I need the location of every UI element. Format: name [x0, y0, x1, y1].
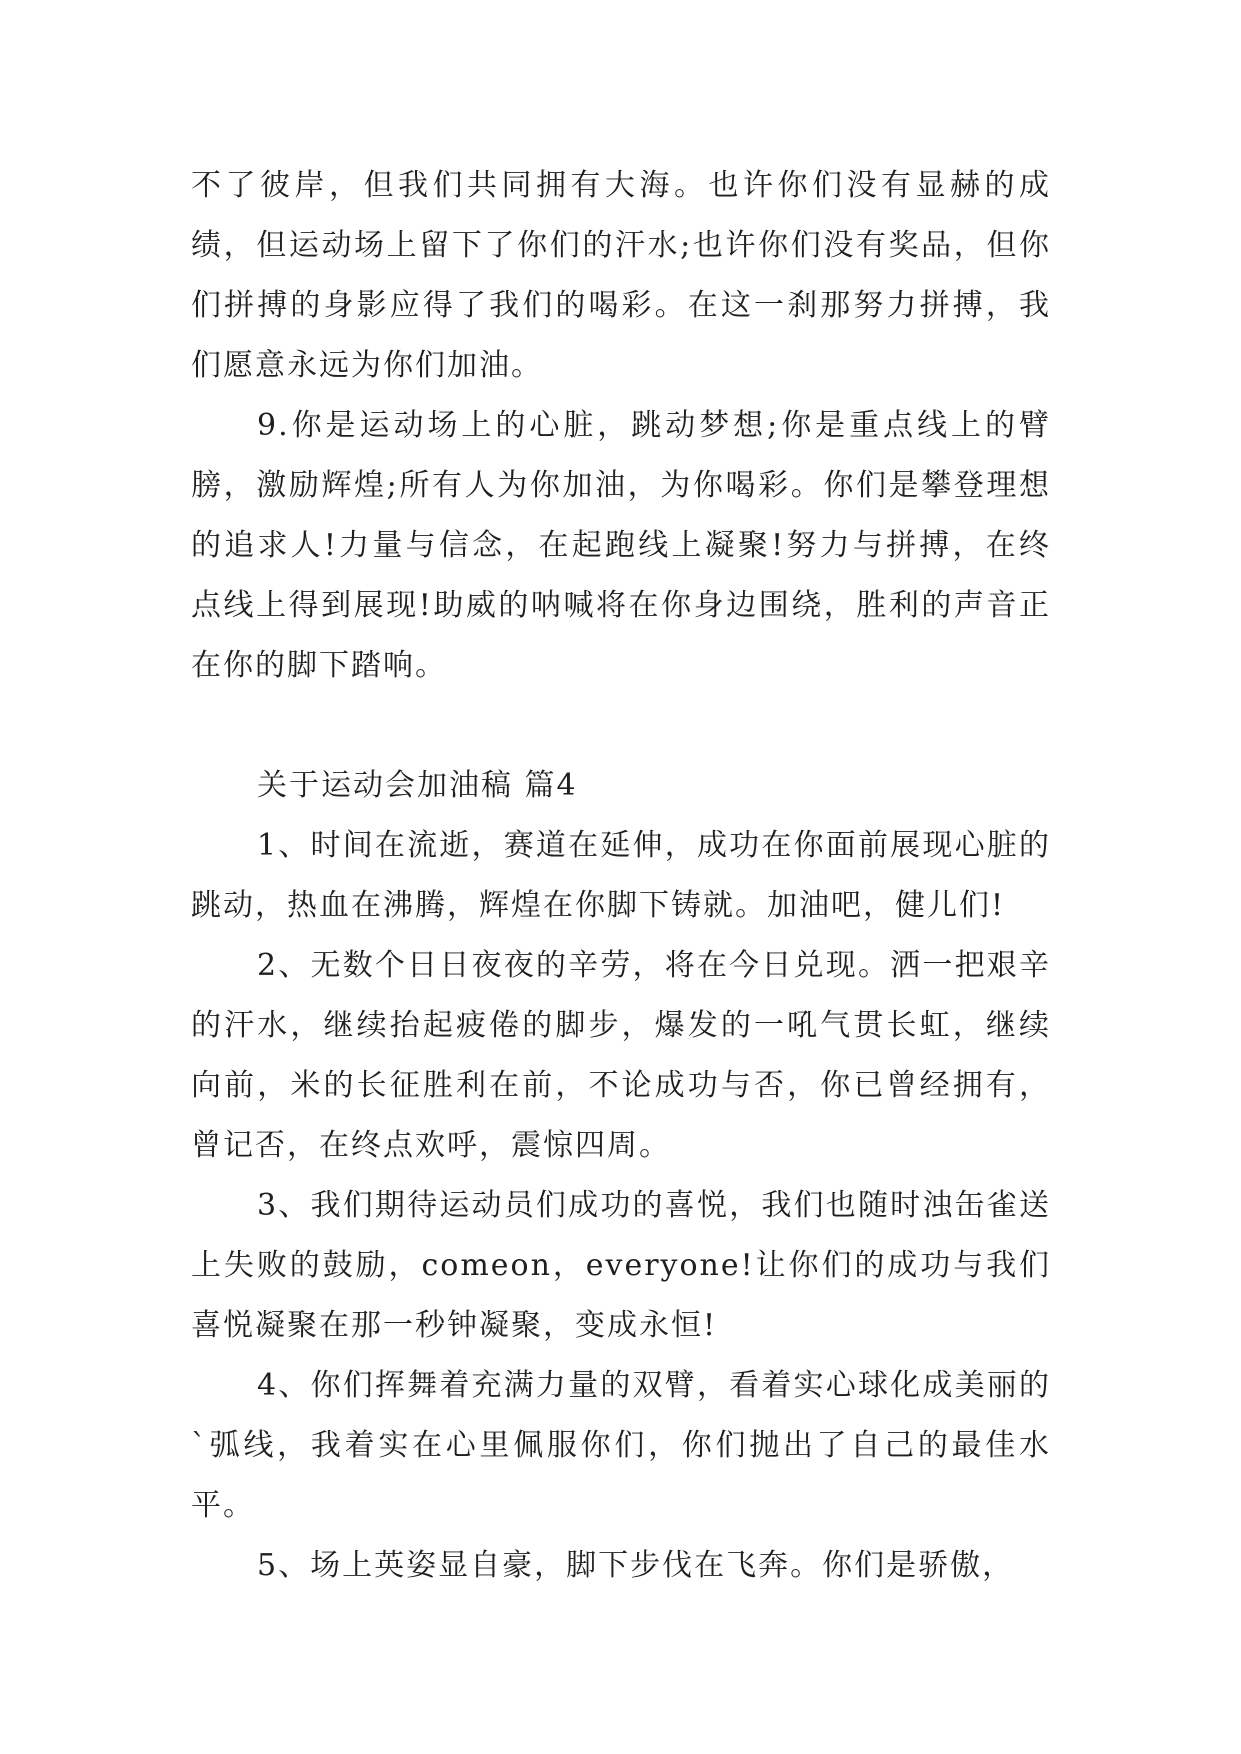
paragraph-item-1: 1、时间在流逝，赛道在延伸，成功在你面前展现心脏的跳动，热血在沸腾，辉煌在你脚下铸就。加油吧，健儿们! [191, 828, 1051, 923]
paragraph-continued: 不了彼岸，但我们共同拥有大海。也许你们没有显赫的成绩，但运动场上留下了你们的汗水;也许你们没有奖品，但你们拼搏的身影应得了我们的喝彩。在这一刹那努力拼搏，我们愿意永远为你们加油。 [191, 168, 1051, 383]
section-heading: 关于运动会加油稿 篇4 [257, 768, 578, 803]
paragraph-item-4: 4、你们挥舞着充满力量的双臂，看着实心球化成美丽的`弧线，我着实在心里佩服你们，你们抛出了自己的最佳水平。 [191, 1368, 1051, 1523]
paragraph-item-3: 3、我们期待运动员们成功的喜悦，我们也随时浊缶雀送上失败的鼓励，comeon，everyone!让你们的成功与我们喜悦凝聚在那一秒钟凝聚，变成永恒! [191, 1188, 1051, 1343]
paragraph-item-5: 5、场上英姿显自豪，脚下步伐在飞奔。你们是骄傲， [257, 1548, 1015, 1583]
section-spacer [191, 696, 1051, 756]
document-body [191, 156, 1051, 1596]
paragraph-item-9: 9.你是运动场上的心脏，跳动梦想;你是重点线上的臂膀，激励辉煌;所有人为你加油，为你喝彩。你们是攀登理想的追求人!力量与信念，在起跑线上凝聚!努力与拼搏，在终点线上得到展现!助威的呐喊将在你身边围绕，胜利的声音正在你的脚下踏响。 [191, 408, 1051, 683]
paragraph-item-2: 2、无数个日日夜夜的辛劳，将在今日兑现。洒一把艰辛的汗水，继续抬起疲倦的脚步，爆发的一吼气贯长虹，继续向前，米的长征胜利在前，不论成功与否，你已曾经拥有，曾记否，在终点欢呼，震惊四周。 [191, 948, 1051, 1163]
